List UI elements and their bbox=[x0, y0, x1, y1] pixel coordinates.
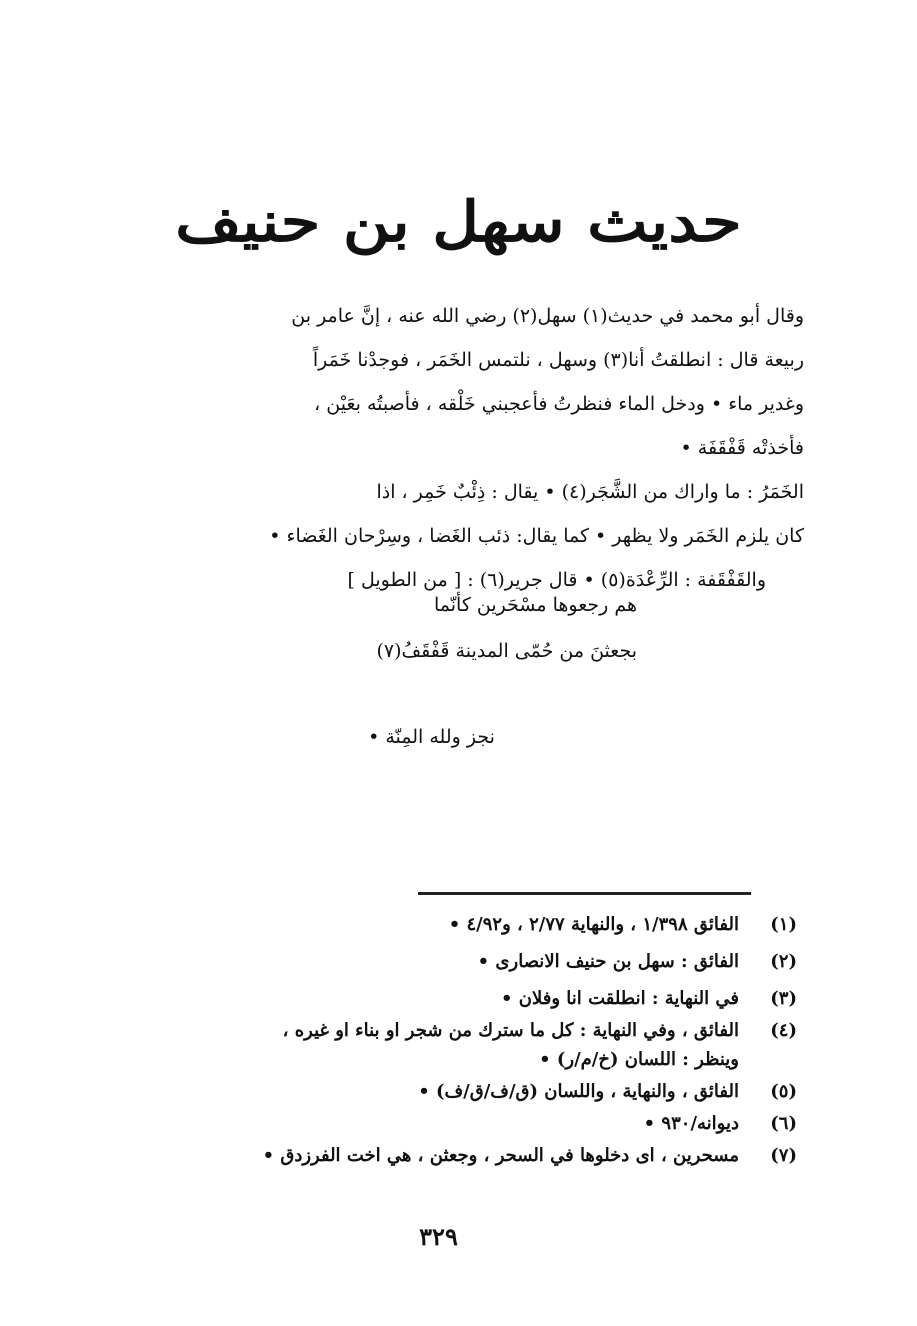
footnote-divider bbox=[418, 892, 751, 895]
footnote-number: (٤) bbox=[770, 1020, 797, 1041]
footnote-number: (١) bbox=[770, 914, 797, 935]
paragraph-line: فأخذتْه قَفْقَفَة • bbox=[680, 437, 804, 459]
paragraph-line: وقال أبو محمد في حديث(١) سهل(٢) رضي الله عنه ، إنَّ عامر بن bbox=[291, 305, 804, 327]
footnote-number: (٦) bbox=[770, 1113, 797, 1134]
footnote-number: (٣) bbox=[770, 988, 797, 1009]
footnote-text: مسحرين ، اى دخلوها في السحر ، وجعثن ، هي اخت الفرزدق • bbox=[262, 1145, 739, 1166]
footnote bbox=[97, 1141, 797, 1170]
paragraph-line: ربيعة قال : انطلقتُ أنا(٣) وسهل ، نلتمس الخَمَر ، فوجدْنا خَمَراً bbox=[312, 349, 804, 371]
footnote-text: الفائق ١/٣٩٨ ، والنهاية ٢/٧٧ ، و٤/٩٢ • bbox=[448, 914, 739, 935]
footnote bbox=[97, 910, 797, 939]
footnote bbox=[97, 1109, 797, 1138]
footnote-text bbox=[97, 1016, 739, 1074]
footnote-text: في النهاية : انطلقت انا وفلان • bbox=[501, 988, 739, 1009]
page-number: ٣٢٩ bbox=[419, 1222, 458, 1251]
footnote-number: (٥) bbox=[770, 1081, 797, 1102]
footnote-number: (٢) bbox=[770, 951, 797, 972]
paragraph-line: كان يلزم الخَمَر ولا يظهر • كما يقال: ذئب الغَضا ، وسِرْحان الغَضاء • bbox=[269, 525, 804, 547]
verse-line-2: بجعثنَ من حُمّى المدينة قَفْقَفُ(٧) bbox=[376, 640, 637, 662]
footnote bbox=[97, 947, 797, 976]
paragraph-line: والقَفْقَفة : الرِّعْدَة(٥) • قال جرير(٦) : [ من الطويل ] bbox=[347, 569, 766, 591]
footnote-text: الفائق : سهل بن حنيف الانصارى • bbox=[477, 951, 739, 972]
footnotes bbox=[97, 910, 797, 1170]
footnote-text: الفائق ، والنهاية ، واللسان (ق/ف/ق/ف) • bbox=[418, 1081, 739, 1102]
footnote-text: ديوانه/٩٣٠ • bbox=[643, 1113, 739, 1134]
footnote bbox=[97, 984, 797, 1013]
paragraph-line: الخَمَرُ : ما واراك من الشَّجَر(٤) • يقال : ذِئْبٌ خَمِر ، اذا bbox=[376, 481, 804, 503]
footnote bbox=[97, 1077, 797, 1106]
verse-line-1: هم رجعوها مسْحَرين كأنّما bbox=[433, 594, 637, 616]
page-title: حديث سهل بن حنيف bbox=[175, 189, 742, 255]
paragraph-line: وغدير ماء • ودخل الماء فنظرتُ فأعجبني خَلْقه ، فأصبتُه بعَيْن ، bbox=[314, 393, 804, 415]
closing-line: نجز ولله المِنّة • bbox=[368, 726, 495, 748]
footnote-number: (٧) bbox=[770, 1145, 797, 1166]
footnote-text-line: وينظر : اللسان (خ/م/ر) • bbox=[539, 1049, 739, 1070]
main-text bbox=[104, 294, 804, 602]
footnote bbox=[97, 1016, 797, 1074]
footnote-text-line: الفائق ، وفي النهاية : كل ما سترك من شجر او بناء او غيره ، bbox=[282, 1020, 739, 1041]
